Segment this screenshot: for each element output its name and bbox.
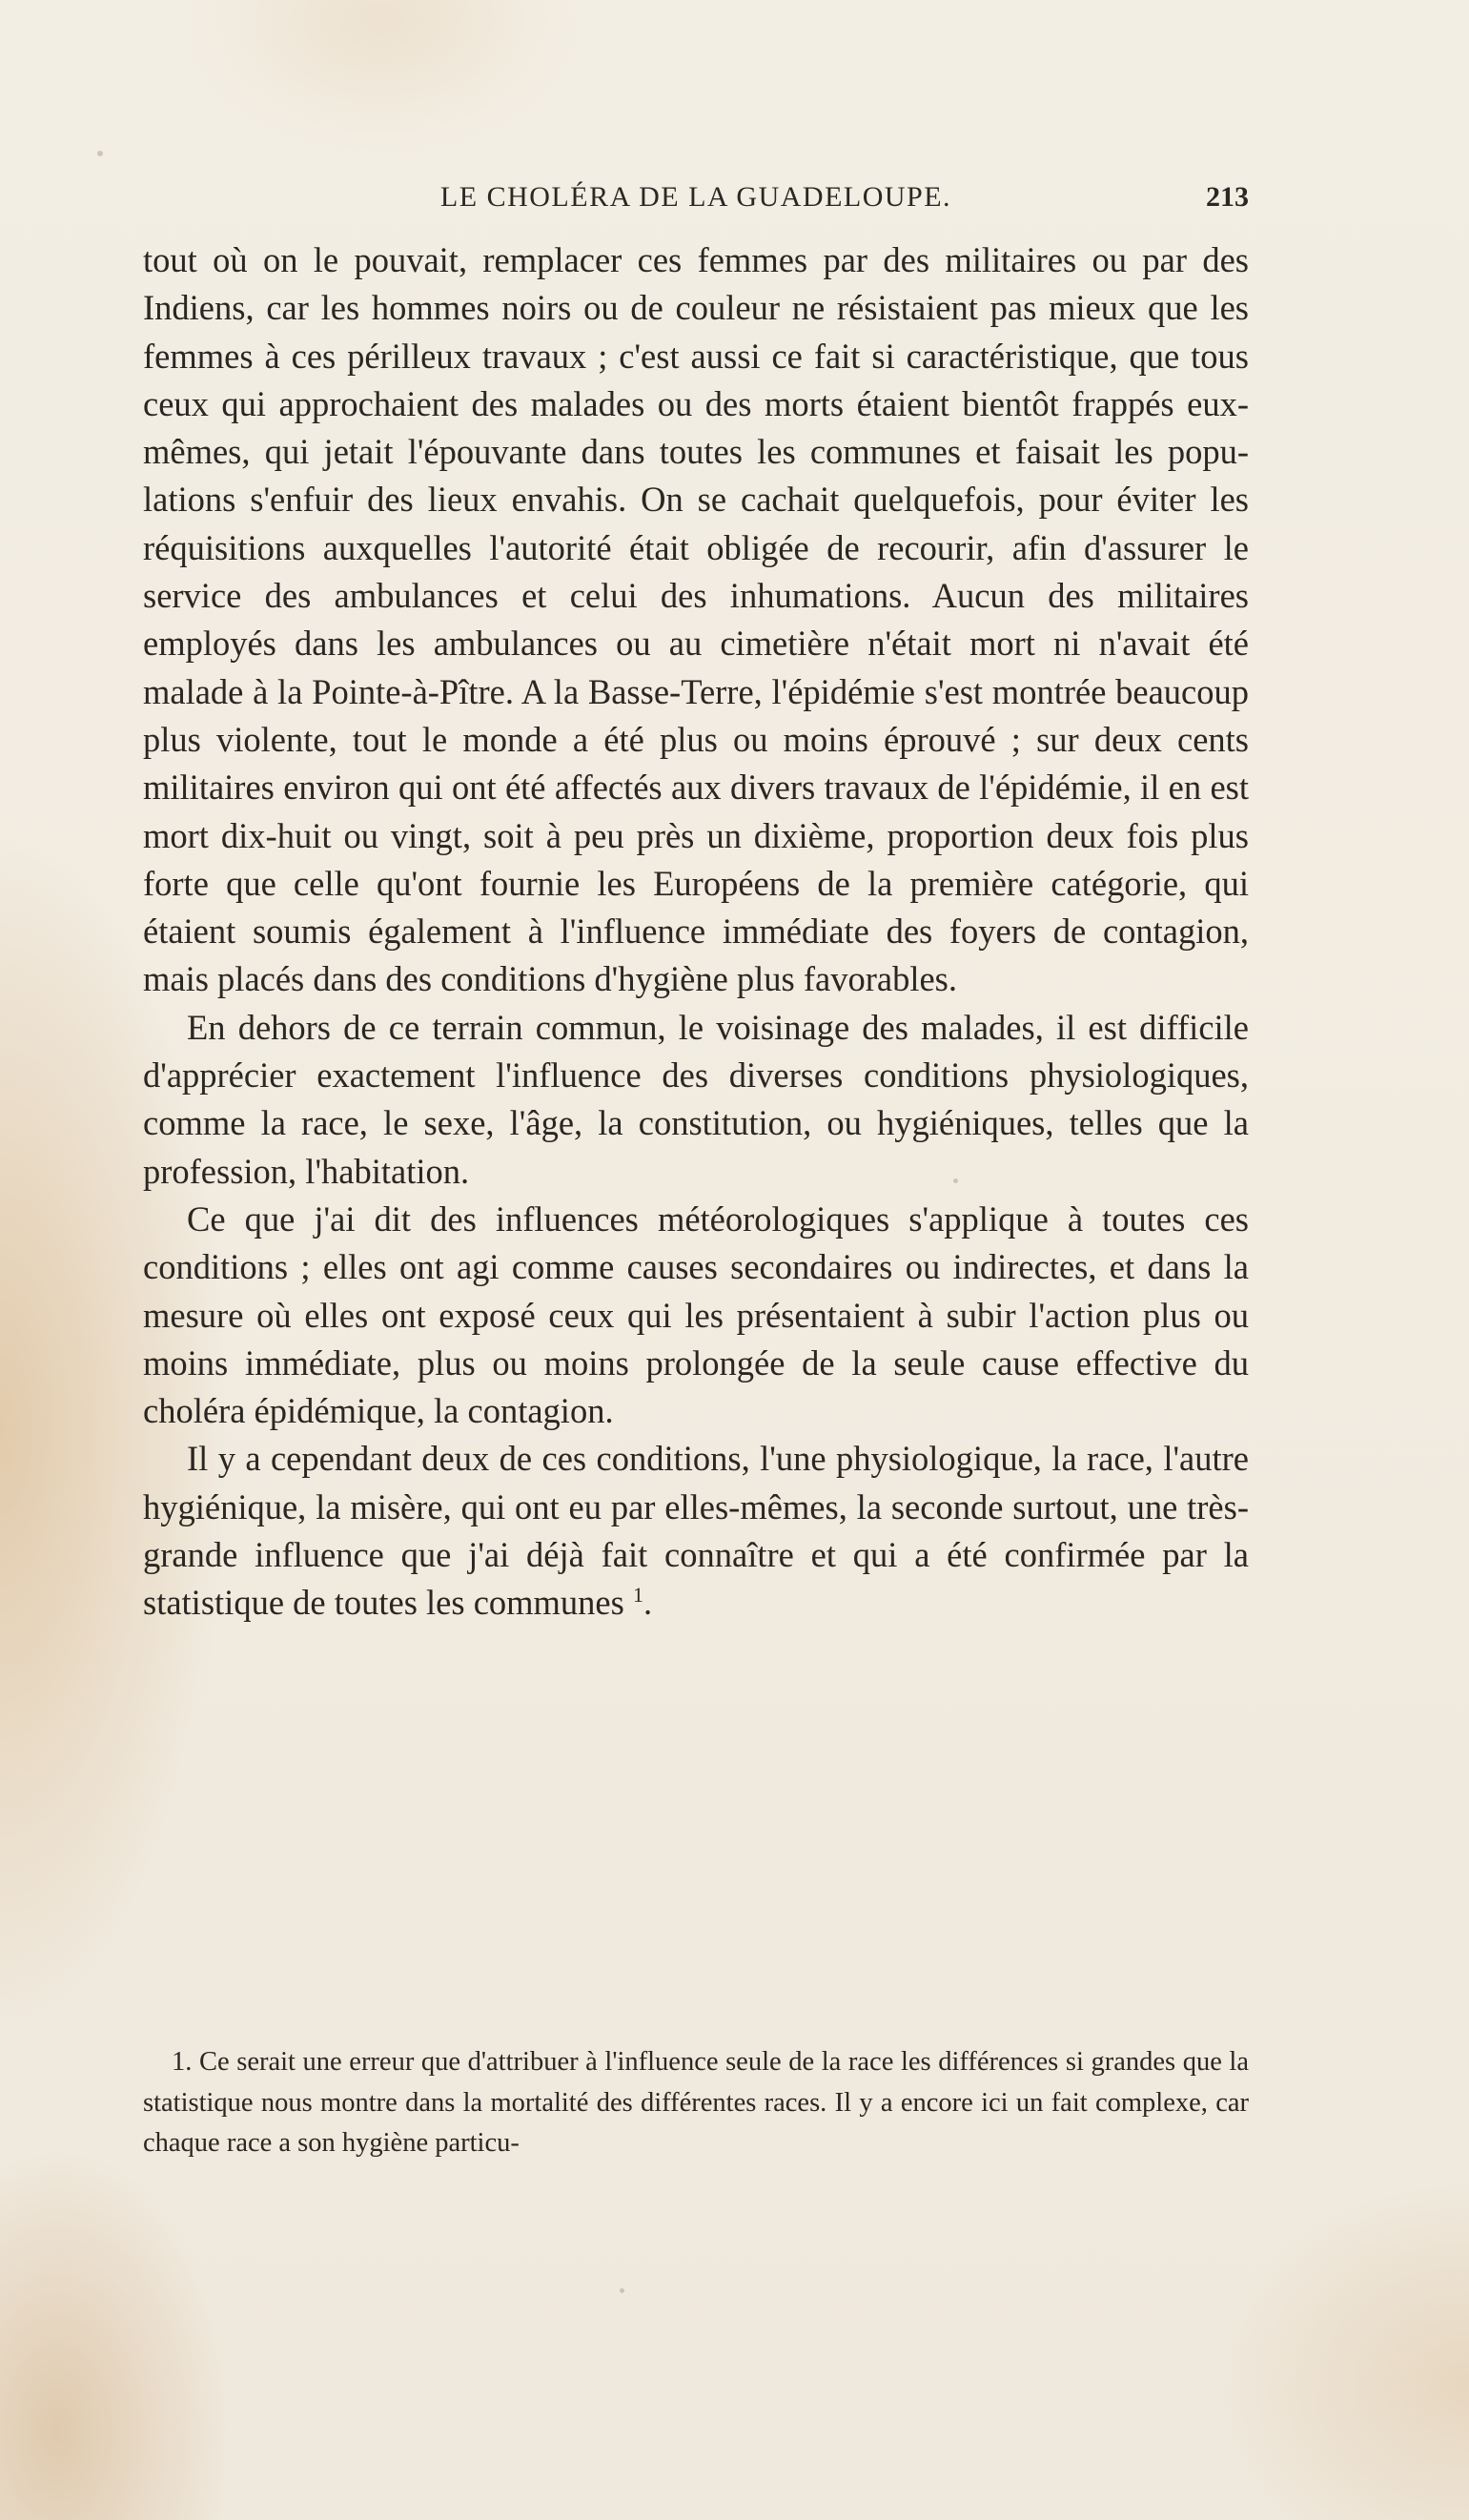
paper-spot [953, 1178, 958, 1183]
paragraph-1: tout où on le pouvait, remplacer ces femmes par des militaires ou par des Indiens, car les hommes noirs ou de couleur ne résistaient pas mieux que les femmes à ces périlleux travaux ; c'est aussi ce fait si caractéristique, que tous ceux qui approchaient des malades ou des morts étaient bientôt frappés eux-mêmes, qui jetait l'épouvante dans toutes les communes et faisait les populations s'enfuir des lieux envahis. On se cachait quelquefois, pour éviter les réquisitions auxquelles l'autorité était obligée de recourir, afin d'assurer le service des ambulances et celui des inhumations. Aucun des militaires employés dans les ambulances ou au cimetière n'était mort ni n'avait été malade à la Pointe-à-Pître. A la Basse-Terre, l'épidémie s'est montrée beaucoup plus violente, tout le monde a été plus ou moins éprouvé ; sur deux cents militaires environ qui ont été affectés aux divers travaux de l'épidémie, il en est mort dix-huit ou vingt, soit à peu près un dixième, proportion deux fois plus forte que celle qu'ont fournie les Européens de la première catégorie, qui étaient soumis également à l'influence immédiate des foyers de contagion, mais placés dans des conditions d'hygiène plus favorables. [143, 240, 1249, 999]
footnote-number: 1. [172, 2047, 193, 2077]
footnote-reference: 1 [632, 1583, 643, 1608]
main-text [143, 236, 1249, 1628]
running-title: LE CHOLÉRA DE LA GUADELOUPE. [439, 181, 952, 213]
paragraph-4-text: Il y a cependant deux de ces conditions, l'une physiologique, la race, l'autre hygiénique, la misère, qui ont eu par elles-mêmes, la seconde surtout, une très-grande influence que j'ai déjà fait connaître et qui a été confirmée par la statistique de toutes les communes [143, 1439, 1249, 1623]
paragraph-4: Il y a cependant deux de ces conditions, l'une physiologique, la race, l'autre hygiénique, la misère, qui ont eu par elles-mêmes, la seconde surtout, une très-grande influence que j'ai déjà fait connaître et qui a été confirmée par la statistique de toutes les communes $^1$. [143, 1439, 1249, 1623]
page-number: 213 [1206, 181, 1249, 213]
paragraph-2: En dehors de ce terrain commun, le voisinage des malades, il est difficile d'apprécier exactement l'influence des diverses conditions physiologiques, comme la race, le sexe, l'âge, la constitution, ou hygiéniques, telles que la profession, l'habitation. [143, 1007, 1249, 1191]
paper-spot [620, 2288, 624, 2293]
footnote [143, 2042, 1249, 2164]
paragraph-3: Ce que j'ai dit des influences météorologiques s'applique à toutes ces conditions ; elles ont agi comme causes secondaires ou indirectes, et dans la mesure où elles ont exposé ceux qui les présentaient à subir l'action plus ou moins immédiate, plus ou moins prolongée de la seule cause effective du choléra épidémique, la contagion. [143, 1199, 1249, 1431]
paper-spot [97, 151, 103, 156]
footnote-text: Ce serait une erreur que d'attribuer à l'influence seule de la race les différences si grandes que la statistique nous montre dans la mortalité des différentes races. Il y a encore ici un fait complexe, car chaque race a son hygiène particu- [143, 2047, 1250, 2158]
running-header [143, 181, 1249, 229]
